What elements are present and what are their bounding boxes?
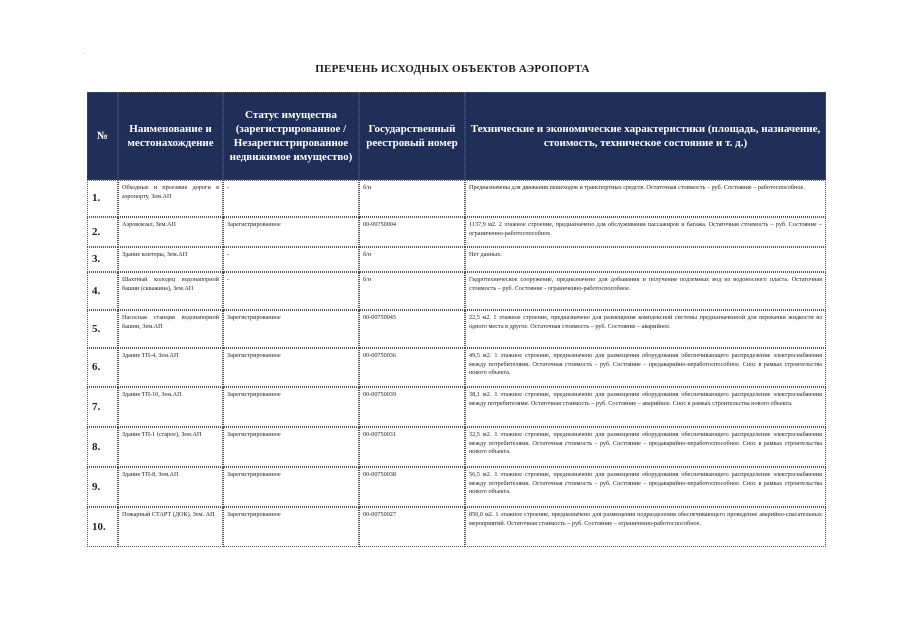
object-status: Зарегистрированное (223, 310, 359, 348)
row-number: 8. (87, 427, 118, 467)
object-name: Здание ТП-4, Зем.АП (118, 348, 223, 387)
header-name: Наименование и местонахождение (118, 92, 223, 180)
object-characteristics: Нет данных. (465, 247, 826, 272)
document-title: ПЕРЕЧЕНЬ ИСХОДНЫХ ОБЪЕКТОВ АЭРОПОРТА (315, 63, 590, 75)
object-name: Здание ТП-8, Зем.АП (118, 467, 223, 507)
row-number: 5. (87, 310, 118, 348)
object-registry-number: 00-00750038 (359, 467, 465, 507)
object-status: Зарегистрированное (223, 217, 359, 247)
object-characteristics: 22,5 м2. 1 этажное строение, предназначено для размещения комплексной системы предназначенной для перекачки жидкости из одного места в другое. Остаточная стоимость – руб. Состояние – аварийное. (465, 310, 826, 348)
table-row (87, 507, 826, 547)
object-name: Здание ТП-1 (старое), Зем.АП (118, 427, 223, 467)
row-number: 3. (87, 247, 118, 272)
object-characteristics: 1137,9 м2. 2 этажное строение, предназначено для обслуживания пассажиров и багажа. Остаточная стоимость – руб. Состояние – ограниченно-работоспособное. (465, 217, 826, 247)
object-characteristics: 32,5 м2. 1 этажное строение, предназначено для размещения оборудования обеспечивающего распределение электроснабжения между потребителями. Остаточная стоимость – руб. Состояние – предаварийно-неработоспособное. Снос в рамках строительства нового объекта. (465, 427, 826, 467)
object-status: - (223, 272, 359, 310)
object-status: Зарегистрированное (223, 348, 359, 387)
row-number: 10. (87, 507, 118, 547)
object-characteristics: Гидротехническое сооружение, предназначено для добывания и получения подземных вод из водоносного пласта. Остаточная стоимость – руб. Состояние - ограниченно-работоспособное. (465, 272, 826, 310)
object-status: Зарегистрированное (223, 387, 359, 427)
object-characteristics: 38,1 м2. 1 этажное строение, предназначено для размещения оборудования обеспечивающего распределение электроснабжения между потребителями. Остаточная стоимость – руб. Состояние – аварийное. Снос в рамках строительства нового объекта. (465, 387, 826, 427)
table-row (87, 387, 826, 427)
object-name: Обходные и проезжие дороги в аэропорту, Зем.АП (118, 180, 223, 217)
row-number: 9. (87, 467, 118, 507)
header-status: Статус имущества (зарегистрированное / Незарегистрированное недвижимое имущество) (223, 92, 359, 180)
objects-table (87, 92, 826, 547)
object-status: Зарегистрированное (223, 427, 359, 467)
header-characteristics: Технические и экономические характеристики (площадь, назначение, стоимость, техническое состояние и т. д.) (465, 92, 826, 180)
object-characteristics: Предназначены для движения пешеходов и транспортных средств. Остаточная стоимость – руб. Состояние – работоспособное. (465, 180, 826, 217)
row-number: 1. (87, 180, 118, 217)
object-registry-number: б/н (359, 247, 465, 272)
object-registry-number: 00-00750036 (359, 348, 465, 387)
object-registry-number: 00-00750031 (359, 427, 465, 467)
object-characteristics: 49,5 м2. 1 этажное строение, предназначено для размещения оборудования обеспечивающего распределение электроснабжения между потребителями. Остаточная стоимость – руб. Состояние – предаварийно-неработоспособное. Снос в рамках строительства нового объекта. (465, 348, 826, 387)
object-characteristics: 56,5 м2. 1 этажное строение, предназначено для размещения оборудования обеспечивающего распределение электроснабжения между потребителями. Остаточная стоимость – руб. Состояние – предаварийно-неработоспособное. Снос в рамках строительства нового объекта. (465, 467, 826, 507)
object-registry-number: 00-00750027 (359, 507, 465, 547)
table-row (87, 217, 826, 247)
table-row (87, 180, 826, 217)
row-number: 7. (87, 387, 118, 427)
table-row (87, 427, 826, 467)
object-registry-number: 00-00750045 (359, 310, 465, 348)
object-characteristics: 850,0 м2. 1 этажное строение, предназначено для размещения подразделения обеспечивающего проведение аварийно-спасательных мероприятий. Остаточная стоимость – руб. Состояние – ограниченно-работоспособное. (465, 507, 826, 547)
object-status: Зарегистрированное (223, 507, 359, 547)
object-registry-number: 00-00750039 (359, 387, 465, 427)
object-status: - (223, 247, 359, 272)
table-row (87, 467, 826, 507)
object-name: Шахтный колодец водонапорной башни (скважина), Зем.АП (118, 272, 223, 310)
object-status: Зарегистрированное (223, 467, 359, 507)
object-name: Здание конторы, Зем.АП (118, 247, 223, 272)
table-header-row (87, 92, 826, 180)
row-number: 4. (87, 272, 118, 310)
object-name: Здание ТП-10, Зем.АП (118, 387, 223, 427)
object-registry-number: б/н (359, 180, 465, 217)
object-status: - (223, 180, 359, 217)
table-row (87, 348, 826, 387)
corner-mark: . (84, 50, 86, 56)
table-row (87, 247, 826, 272)
header-number: № (87, 92, 118, 180)
header-registry-number: Государственный реестровый номер (359, 92, 465, 180)
object-name: Аэровокзал, Зем.АП (118, 217, 223, 247)
table-row (87, 310, 826, 348)
row-number: 2. (87, 217, 118, 247)
object-registry-number: б/н (359, 272, 465, 310)
object-name: Пожарный СТАРТ (ДОК), Зем. АП (118, 507, 223, 547)
table-row (87, 272, 826, 310)
row-number: 6. (87, 348, 118, 387)
object-registry-number: 00-00750004 (359, 217, 465, 247)
object-name: Насосная станция водонапорной башни, Зем.АП (118, 310, 223, 348)
